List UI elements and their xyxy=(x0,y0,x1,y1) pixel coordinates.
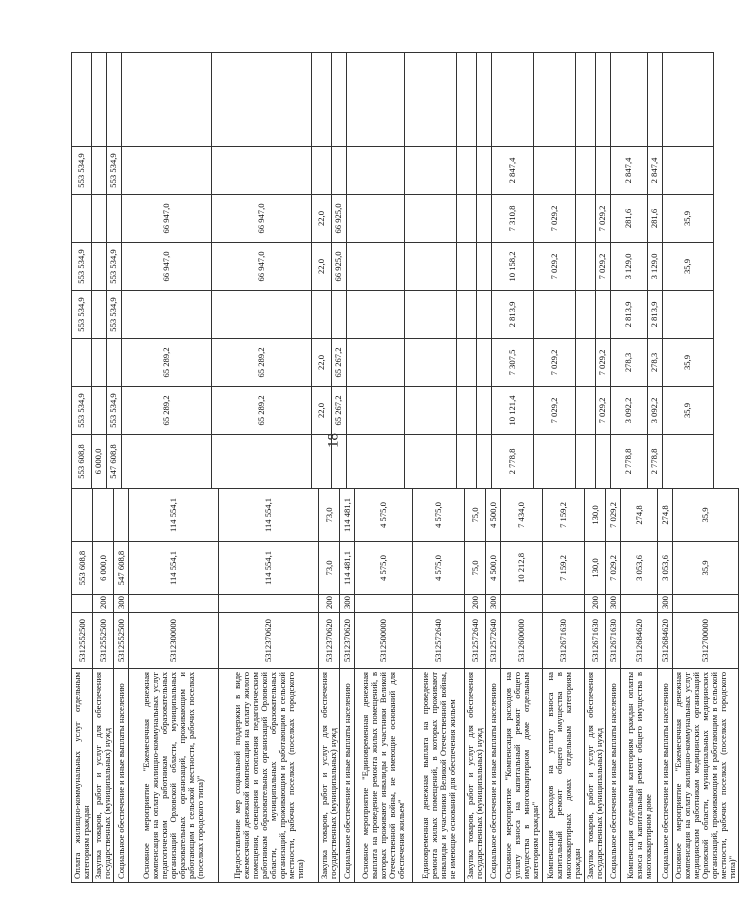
table-row xyxy=(72,489,93,883)
row-value-4: 3 092,2 xyxy=(648,387,663,435)
row-value-7: 3 129,0 xyxy=(611,243,648,291)
row-blank-cell xyxy=(92,53,107,147)
row-value-3: 553 608,8 xyxy=(72,435,92,489)
row-code: 5312300000 xyxy=(129,613,219,669)
row-blank-cell xyxy=(492,53,534,147)
row-code: 5312600000 xyxy=(501,613,543,669)
row-code: 5312370620 xyxy=(219,613,319,669)
row-value-3 xyxy=(663,435,714,489)
row-blank-cell xyxy=(332,53,347,147)
row-value-1: 35,9 xyxy=(673,542,739,595)
row-expense-kind: 300 xyxy=(606,595,621,613)
row-value-5 xyxy=(107,339,122,387)
row-value-5: 22,0 xyxy=(312,339,332,387)
table-values xyxy=(71,52,714,489)
row-value-6: 553 534,9 xyxy=(72,291,92,339)
row-value-8: 66 947,0 xyxy=(212,195,312,243)
row-value-6: 2 813,9 xyxy=(492,291,534,339)
row-value-3: 2 778,8 xyxy=(648,435,663,489)
table-row xyxy=(347,53,405,489)
row-value-5 xyxy=(457,339,477,387)
row-value-7: 66 947,0 xyxy=(212,243,312,291)
row-value-4 xyxy=(477,387,492,435)
row-value-7: 22,0 xyxy=(312,243,332,291)
row-value-3 xyxy=(596,435,611,489)
row-value-3: 2 778,8 xyxy=(492,435,534,489)
row-expense-kind xyxy=(543,595,585,613)
row-value-9: 2 847,4 xyxy=(611,147,648,195)
row-expense-kind xyxy=(129,595,219,613)
row-value-1: 10 212,8 xyxy=(501,542,543,595)
row-value-2 xyxy=(93,489,114,542)
row-expense-kind: 200 xyxy=(319,595,340,613)
row-value-1: 73,0 xyxy=(319,542,340,595)
table-row xyxy=(212,53,312,489)
row-value-9 xyxy=(347,147,405,195)
row-value-2: 4 575,0 xyxy=(355,489,413,542)
row-value-9 xyxy=(405,147,457,195)
row-expense-kind xyxy=(621,595,658,613)
row-value-2: 73,0 xyxy=(319,489,340,542)
row-value-3: 6 000,0 xyxy=(92,435,107,489)
row-value-6 xyxy=(212,291,312,339)
row-value-1: 7 159,2 xyxy=(543,542,585,595)
row-value-3 xyxy=(576,435,596,489)
row-value-4: 22,0 xyxy=(312,387,332,435)
row-value-5 xyxy=(92,339,107,387)
row-value-5: 35,9 xyxy=(663,339,714,387)
row-code: 5312684620 xyxy=(621,613,658,669)
table-row xyxy=(477,53,492,489)
row-expense-kind: 200 xyxy=(465,595,486,613)
row-value-8: 281,6 xyxy=(648,195,663,243)
table-row xyxy=(621,489,658,883)
row-value-3 xyxy=(347,435,405,489)
row-value-7: 553 534,9 xyxy=(72,243,92,291)
row-value-3 xyxy=(405,435,457,489)
table-row xyxy=(658,489,673,883)
row-value-5 xyxy=(347,339,405,387)
row-value-4: 35,9 xyxy=(663,387,714,435)
page-number: 18 xyxy=(325,433,342,448)
table-row xyxy=(319,489,340,883)
table-row xyxy=(606,489,621,883)
row-value-5: 7 307,5 xyxy=(492,339,534,387)
row-value-9: 553 534,9 xyxy=(107,147,122,195)
row-value-8: 281,6 xyxy=(611,195,648,243)
table-row xyxy=(107,53,122,489)
table-row xyxy=(405,53,457,489)
row-description: Социальное обеспечение и иные выплаты населению xyxy=(114,669,129,883)
row-value-9 xyxy=(312,147,332,195)
row-value-2: 7 159,2 xyxy=(543,489,585,542)
row-value-5: 65 267,2 xyxy=(332,339,347,387)
row-value-3 xyxy=(534,435,576,489)
row-code: 5312684620 xyxy=(658,613,673,669)
row-value-7: 7 029,2 xyxy=(596,243,611,291)
row-value-6: 2 813,9 xyxy=(611,291,648,339)
table-row xyxy=(413,489,465,883)
row-value-1: 4 575,0 xyxy=(355,542,413,595)
row-blank-cell xyxy=(611,53,648,147)
row-code: 5312572640 xyxy=(413,613,465,669)
row-value-4 xyxy=(457,387,477,435)
row-value-3 xyxy=(122,435,212,489)
row-value-6 xyxy=(92,291,107,339)
table-left-part xyxy=(71,489,738,883)
row-value-2: 114 481,1 xyxy=(340,489,355,542)
row-value-8: 66 925,0 xyxy=(332,195,347,243)
row-value-9 xyxy=(92,147,107,195)
row-blank-cell xyxy=(648,53,663,147)
row-value-4: 7 029,2 xyxy=(596,387,611,435)
table-descriptions xyxy=(71,488,739,883)
table-row xyxy=(114,489,129,883)
row-value-2: 114 554,1 xyxy=(129,489,219,542)
row-description: Основное мероприятие "Ежемесячная денежная компенсация на оплату жилищно-коммунальных услуг медицинским работникам медицинских организаций Орловской области, муниципальных медицинских организаций, проживающим и работающим в сельской местности, рабочих поселках (поселках городского типа)" xyxy=(673,669,739,883)
row-value-1: 4 500,0 xyxy=(486,542,501,595)
row-value-1: 114 481,1 xyxy=(340,542,355,595)
row-value-8: 66 947,0 xyxy=(122,195,212,243)
row-value-3 xyxy=(457,435,477,489)
row-value-3 xyxy=(477,435,492,489)
table-row xyxy=(312,53,332,489)
row-value-9 xyxy=(477,147,492,195)
row-value-7 xyxy=(576,243,596,291)
row-value-5 xyxy=(405,339,457,387)
row-value-1: 130,0 xyxy=(585,542,606,595)
row-description: Основное мероприятие "Ежемесячная денежная компенсация на оплату жилищно-коммунальных услуг педагогическим работникам образовательных организаций Орловской области, муниципальных образовательных организаций, проживающим и работающим в сельской местности, рабочих поселках (поселках городского типа)" xyxy=(129,669,219,883)
row-value-2: 274,8 xyxy=(658,489,673,542)
row-blank-cell xyxy=(212,53,312,147)
row-value-8 xyxy=(347,195,405,243)
table-row xyxy=(129,489,219,883)
table-row xyxy=(543,489,585,883)
row-value-2: 7 434,0 xyxy=(501,489,543,542)
row-value-9 xyxy=(576,147,596,195)
row-value-5: 7 029,2 xyxy=(534,339,576,387)
row-description: Социальное обеспечение и иные выплаты населению xyxy=(606,669,621,883)
row-code: 5312552500 xyxy=(114,613,129,669)
row-description: Основное мероприятие "Единовременная денежная выплата на проведение ремонта жилых помещений, в которых проживают инвалиды и участники Великой Отечественной войны, не имеющие оснований для обеспечения жильем" xyxy=(355,669,413,883)
row-value-4: 553 534,9 xyxy=(107,387,122,435)
row-value-5: 65 289,2 xyxy=(212,339,312,387)
table-row xyxy=(492,53,534,489)
row-description: Закупка товаров, работ и услуг для обеспечения государственных (муниципальных) нужд xyxy=(465,669,486,883)
row-value-8 xyxy=(457,195,477,243)
row-expense-kind: 300 xyxy=(658,595,673,613)
row-value-2: 35,9 xyxy=(673,489,739,542)
row-expense-kind xyxy=(355,595,413,613)
table-row xyxy=(663,53,714,489)
row-value-4 xyxy=(576,387,596,435)
row-description: Социальное обеспечение и иные выплаты населению xyxy=(486,669,501,883)
row-value-6 xyxy=(347,291,405,339)
table-row xyxy=(72,53,92,489)
row-value-7: 3 129,0 xyxy=(648,243,663,291)
row-value-2: 4 575,0 xyxy=(413,489,465,542)
row-value-1: 114 554,1 xyxy=(129,542,219,595)
row-value-8: 22,0 xyxy=(312,195,332,243)
row-value-9: 553 534,9 xyxy=(72,147,92,195)
row-description: Закупка товаров, работ и услуг для обеспечения государственных (муниципальных) нужд xyxy=(585,669,606,883)
row-blank-cell xyxy=(312,53,332,147)
row-value-2: 274,8 xyxy=(621,489,658,542)
row-blank-cell xyxy=(72,53,92,147)
table-row xyxy=(534,53,576,489)
row-value-7: 66 925,0 xyxy=(332,243,347,291)
row-value-2: 114 554,1 xyxy=(219,489,319,542)
row-value-4 xyxy=(347,387,405,435)
row-value-7: 10 158,2 xyxy=(492,243,534,291)
row-value-3 xyxy=(312,435,332,489)
row-value-9 xyxy=(457,147,477,195)
row-value-6 xyxy=(312,291,332,339)
table-row xyxy=(486,489,501,883)
table-row xyxy=(576,53,596,489)
row-value-8: 7 310,8 xyxy=(492,195,534,243)
row-blank-cell xyxy=(457,53,477,147)
row-description: Социальное обеспечение и иные выплаты населению xyxy=(658,669,673,883)
row-value-3: 547 608,8 xyxy=(107,435,122,489)
row-value-8 xyxy=(92,195,107,243)
row-value-8: 7 029,2 xyxy=(534,195,576,243)
row-value-5 xyxy=(477,339,492,387)
row-value-8 xyxy=(405,195,457,243)
table-row xyxy=(465,489,486,883)
row-code: 5312671630 xyxy=(606,613,621,669)
row-description: Закупка товаров, работ и услуг для обеспечения государственных (муниципальных) нужд xyxy=(319,669,340,883)
row-value-4: 65 289,2 xyxy=(122,387,212,435)
row-value-4: 65 267,2 xyxy=(332,387,347,435)
row-value-5: 278,3 xyxy=(611,339,648,387)
row-value-9 xyxy=(596,147,611,195)
row-value-1: 6 000,0 xyxy=(93,542,114,595)
row-blank-cell xyxy=(122,53,212,147)
table-row xyxy=(332,53,347,489)
row-code: 5312671630 xyxy=(585,613,606,669)
row-value-1: 4 575,0 xyxy=(413,542,465,595)
row-value-7 xyxy=(92,243,107,291)
row-value-5 xyxy=(576,339,596,387)
row-value-5: 7 029,2 xyxy=(596,339,611,387)
row-code: 5312552500 xyxy=(93,613,114,669)
row-value-7: 66 947,0 xyxy=(122,243,212,291)
row-blank-cell xyxy=(663,53,714,147)
row-value-6 xyxy=(332,291,347,339)
row-value-2: 7 029,2 xyxy=(606,489,621,542)
row-value-6 xyxy=(663,291,714,339)
row-blank-cell xyxy=(576,53,596,147)
row-value-6 xyxy=(596,291,611,339)
table-row xyxy=(501,489,543,883)
row-expense-kind: 300 xyxy=(340,595,355,613)
row-value-7: 553 534,9 xyxy=(107,243,122,291)
row-value-9: 2 847,4 xyxy=(492,147,534,195)
row-value-1: 114 554,1 xyxy=(219,542,319,595)
row-code: 5312700000 xyxy=(673,613,739,669)
row-expense-kind xyxy=(72,595,93,613)
row-value-9 xyxy=(122,147,212,195)
row-description: Предоставление мер социальной поддержки в виде ежемесячной денежной компенсации на оплату жилого помещения, освещения и отопления педагогическим работникам образовательных организаций Орловской области, муниципальных образовательных организаций, проживающим и работающим в сельской местности, рабочих поселках (поселках городского типа) xyxy=(219,669,319,883)
row-expense-kind xyxy=(673,595,739,613)
row-value-6 xyxy=(576,291,596,339)
row-value-4: 10 121,4 xyxy=(492,387,534,435)
row-value-8 xyxy=(576,195,596,243)
row-blank-cell xyxy=(477,53,492,147)
row-value-6: 2 813,9 xyxy=(648,291,663,339)
row-code: 5312671630 xyxy=(543,613,585,669)
table-row xyxy=(355,489,413,883)
row-value-6 xyxy=(477,291,492,339)
row-code: 5312370620 xyxy=(340,613,355,669)
row-value-3 xyxy=(332,435,347,489)
row-blank-cell xyxy=(596,53,611,147)
row-description: Компенсация отдельным категориям граждан оплаты взноса на капитальный ремонт общего имущества в многоквартирном доме xyxy=(621,669,658,883)
row-value-9 xyxy=(663,147,714,195)
row-value-9: 2 847,4 xyxy=(648,147,663,195)
row-code: 5312572640 xyxy=(465,613,486,669)
table-row xyxy=(219,489,319,883)
row-value-8 xyxy=(72,195,92,243)
row-description: Оплата жилищно-коммунальных услуг отдельным категориям граждан xyxy=(72,669,93,883)
row-value-2: 4 500,0 xyxy=(486,489,501,542)
row-value-6 xyxy=(534,291,576,339)
row-value-4 xyxy=(92,387,107,435)
row-value-2 xyxy=(72,489,93,542)
row-description: Единовременная денежная выплата на проведение ремонта жилых помещений, в которых проживают инвалиды и участники Великой Отечественной войны, не имеющие оснований для обеспечения жильем xyxy=(413,669,465,883)
row-value-8: 35,9 xyxy=(663,195,714,243)
row-value-2: 75,0 xyxy=(465,489,486,542)
row-expense-kind xyxy=(413,595,465,613)
row-value-5: 65 289,2 xyxy=(122,339,212,387)
row-value-1: 3 053,6 xyxy=(621,542,658,595)
row-blank-cell xyxy=(534,53,576,147)
row-expense-kind: 200 xyxy=(585,595,606,613)
row-value-6 xyxy=(122,291,212,339)
row-value-4 xyxy=(405,387,457,435)
row-value-8: 7 029,2 xyxy=(596,195,611,243)
table-row xyxy=(611,53,648,489)
table-row xyxy=(92,53,107,489)
row-expense-kind: 300 xyxy=(486,595,501,613)
row-code: 5312370620 xyxy=(319,613,340,669)
rotated-page xyxy=(71,53,738,883)
row-expense-kind xyxy=(501,595,543,613)
row-value-4: 3 092,2 xyxy=(611,387,648,435)
row-blank-cell xyxy=(405,53,457,147)
row-expense-kind: 300 xyxy=(114,595,129,613)
table-row xyxy=(457,53,477,489)
row-description: Компенсация расходов на уплату взноса на капитальный ремонт общего имущества в многоквартирных домах отдельным категориям граждан xyxy=(543,669,585,883)
table-row xyxy=(596,53,611,489)
row-value-6: 553 534,9 xyxy=(107,291,122,339)
row-value-4: 7 029,2 xyxy=(534,387,576,435)
row-value-9 xyxy=(534,147,576,195)
row-value-5 xyxy=(72,339,92,387)
row-description: Основное мероприятие "Компенсация расходов на уплату взноса на капитальный ремонт общего имущества в многоквартирном доме отдельным категориям граждан" xyxy=(501,669,543,883)
row-value-2 xyxy=(114,489,129,542)
row-value-3 xyxy=(212,435,312,489)
row-value-8 xyxy=(477,195,492,243)
row-description: Закупка товаров, работ и услуг для обеспечения государственных (муниципальных) нужд xyxy=(93,669,114,883)
row-value-7: 7 029,2 xyxy=(534,243,576,291)
row-value-7 xyxy=(457,243,477,291)
row-value-2: 130,0 xyxy=(585,489,606,542)
row-expense-kind: 200 xyxy=(93,595,114,613)
row-value-9 xyxy=(332,147,347,195)
row-value-5: 278,3 xyxy=(648,339,663,387)
row-code: 5312572640 xyxy=(486,613,501,669)
row-description: Социальное обеспечение и иные выплаты населению xyxy=(340,669,355,883)
row-code: 5312500000 xyxy=(355,613,413,669)
row-value-7 xyxy=(347,243,405,291)
row-value-7 xyxy=(405,243,457,291)
row-value-7 xyxy=(477,243,492,291)
row-value-1: 75,0 xyxy=(465,542,486,595)
row-value-9 xyxy=(212,147,312,195)
row-value-1: 3 053,6 xyxy=(658,542,673,595)
row-value-4: 553 534,9 xyxy=(72,387,92,435)
row-blank-cell xyxy=(107,53,122,147)
table-row xyxy=(93,489,114,883)
row-code: 5312552500 xyxy=(72,613,93,669)
table-row xyxy=(122,53,212,489)
row-value-1: 547 608,8 xyxy=(114,542,129,595)
table-row xyxy=(673,489,739,883)
row-value-6 xyxy=(457,291,477,339)
row-expense-kind xyxy=(219,595,319,613)
row-value-7: 35,9 xyxy=(663,243,714,291)
table-right-part xyxy=(71,53,693,489)
row-value-4: 65 289,2 xyxy=(212,387,312,435)
row-value-1: 553 608,8 xyxy=(72,542,93,595)
row-value-1: 7 029,2 xyxy=(606,542,621,595)
table-row xyxy=(340,489,355,883)
row-value-3: 2 778,8 xyxy=(611,435,648,489)
row-value-6 xyxy=(405,291,457,339)
row-blank-cell xyxy=(347,53,405,147)
table-row xyxy=(648,53,663,489)
row-value-8 xyxy=(107,195,122,243)
table-row xyxy=(585,489,606,883)
